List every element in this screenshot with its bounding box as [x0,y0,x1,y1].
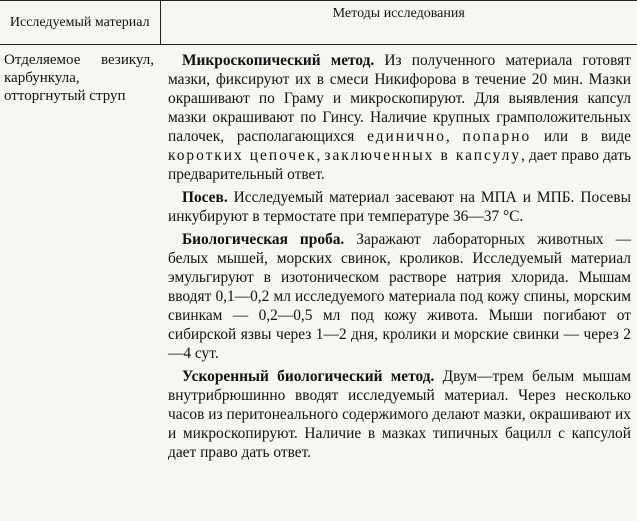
methods-cell [160,45,637,463]
spaced-text: заключенных в капсулу [324,147,522,164]
header-material: Исследуемый материал [0,1,160,45]
paragraph-text: или в виде [531,128,631,145]
paragraph-title: Посев. [182,189,228,206]
paragraph-title: Ускоренный биологический метод. [182,368,435,385]
paragraph-text: , дает право дать предварительный ответ. [168,147,631,183]
paragraph-title: Биологическая проба. [182,231,345,248]
paragraph-culture [168,188,631,226]
paragraph-microscopic [168,51,631,184]
paragraph-text: Заражают лабораторных животных — белых мышей, морских свинок, кроликов. Исследуемый материал эмульгируют в изотоническом растворе натрия хлорида. Мышам вводят 0,1—0,2 мл исследуемого материала под кожу спины, морским свинкам — 0,2—0,5 мл под кожу живота. Мыши погибают от сибирской язвы через 1—2 дня, кролики и морские свинки — через 2—4 сут. [168,231,631,362]
header-methods: Методы исследования [160,1,637,45]
spaced-text: попарно [462,128,532,145]
paragraph-text: Из полученного материала готовят мазки, фиксируют их в смеси Никифорова в течение 20 мин. Мазки окрашивают по Граму и микроскопируют. Для выявления капсул мазки окрашивают по Гинсу. Наличие крупных грамположительных палочек, располагающихся [168,52,631,145]
spaced-text: единично [367,128,446,145]
table-header [0,1,637,45]
paragraph-bioassay [168,230,631,363]
table-row [0,45,637,463]
material-cell: Отделяемое везикул, карбункула, отторгнутый струп [4,52,154,104]
paragraph-title: Микроскопический метод. [182,52,375,69]
paragraph-rapid-bioassay [168,367,631,462]
paragraph-text: , [316,147,325,164]
paragraph-text: Исследуемый материал засевают на МПА и МПБ. Посевы инкубируют в термостате при температуре 36—37 °С. [168,189,631,225]
spaced-text: коротких цепочек [168,147,317,164]
paragraph-text: Двум—трем белым мышам внутрибрюшинно вводят исследуемый материал. Через несколько часов из перитонеального содержимого делают мазки, окрашивают их и микроскопируют. Наличие в мазках типичных бацилл с капсулой дает право дать ответ. [168,368,631,461]
paragraph-text: , [445,128,463,145]
